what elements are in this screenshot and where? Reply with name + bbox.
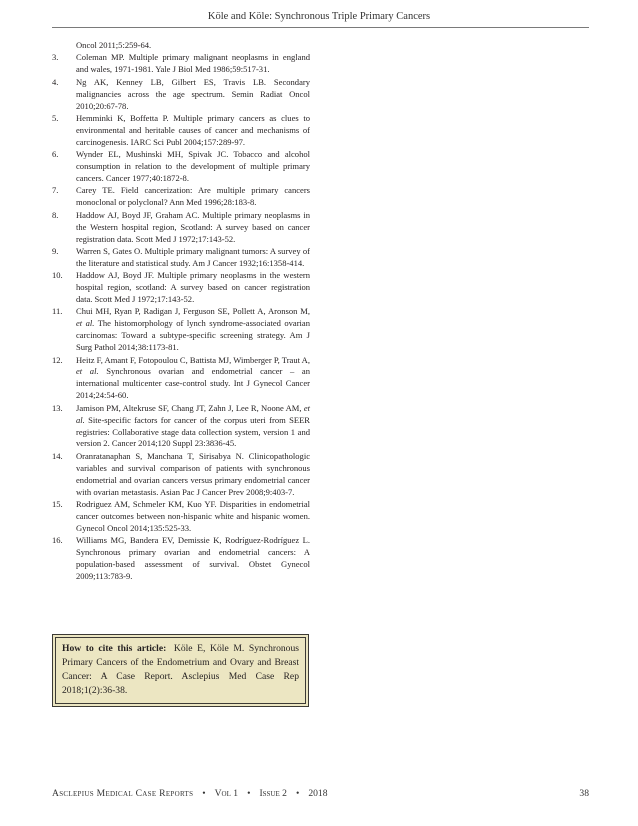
et-al-italic: et al.	[76, 366, 99, 377]
reference-text-part: Jamison PM, Altekruse SF, Chang JT, Zahn J, Lee R, Noone AM,	[76, 402, 304, 413]
reference-number: 11.	[52, 306, 63, 317]
reference-item	[52, 40, 310, 52]
footer-volume: Vol 1	[214, 788, 239, 799]
reference-text: Ng AK, Kenney LB, Gilbert ES, Travis LB. Secondary malignancies across the age spectrum. Semin Radiat Oncol 2010;20:67-78.	[76, 76, 310, 111]
footer-year: 2018	[308, 788, 328, 799]
reference-text: Haddow AJ, Boyd JF. Multiple primary neoplasms in the western hospital region, scotland: A survey based on cancer registration data. Scott Med J 1972;17:143-52.	[76, 270, 310, 305]
reference-text	[76, 403, 310, 451]
reference-item	[52, 270, 310, 306]
citation-label: How to cite this article:	[62, 643, 167, 654]
reference-text: Oncol 2011;5:259-64.	[76, 40, 152, 50]
reference-item	[52, 246, 310, 270]
citation-inner	[55, 637, 306, 704]
reference-text	[76, 355, 310, 403]
reference-text: Wynder EL, Mushinski MH, Spivak JC. Tobacco and alcohol consumption in relation to the development of multiple primary cancers. Cancer 1977;40:1872-8.	[76, 149, 310, 183]
reference-text: Coleman MP. Multiple primary malignant neoplasms in england and wales, 1971-1981. Yale J Biol Med 1986;59:517-31.	[76, 52, 310, 75]
reference-text-part: Chui MH, Ryan P, Radigan J, Ferguson SE, Pollett A, Aronson M,	[76, 306, 310, 317]
reference-number: 7.	[52, 185, 59, 196]
citation-text: Köle E, Köle M. Synchronous Primary Cancers of the Endometrium and Ovary and Breast Cancer: A Case Report. Asclepius Med Case Rep 2018;1(2):36-38.	[62, 643, 299, 696]
footer-separator: •	[202, 788, 206, 799]
reference-number: 9.	[52, 245, 59, 256]
reference-number: 15.	[52, 498, 63, 509]
reference-item	[52, 149, 310, 185]
reference-number: 6.	[52, 149, 59, 160]
reference-item	[52, 185, 310, 209]
reference-text-part: Site-specific factors for cancer of the corpus uteri from SEER registries: Collaborative stage data collection system, version 1 and version 2. Cancer 2014;120 Suppl 23:3836-45.	[76, 414, 310, 449]
header-rule	[52, 27, 589, 28]
page-footer	[52, 788, 589, 799]
reference-number: 5.	[52, 112, 59, 123]
reference-item	[52, 113, 310, 149]
reference-text: Rodriguez AM, Schmeler KM, Kuo YF. Disparities in endometrial cancer outcomes between non-hispanic white and hispanic women. Gynecol Oncol 2014;135:525-33.	[76, 498, 310, 533]
reference-number: 14.	[52, 450, 63, 461]
reference-item	[52, 210, 310, 246]
et-al-italic: et al.	[76, 318, 95, 329]
reference-item	[52, 355, 310, 403]
reference-text: Hemminki K, Boffetta P. Multiple primary cancers as clues to environmental and heritable causes of cancer and mechanisms of carcinogenesis. IARC Sci Publ 2004;157:289-97.	[76, 112, 310, 147]
footer-separator: •	[295, 788, 300, 799]
footer-issue: Issue 2	[259, 788, 287, 799]
citation-box	[52, 634, 309, 707]
reference-number: 8.	[52, 209, 59, 220]
reference-item	[52, 403, 310, 451]
reference-item	[52, 52, 310, 76]
reference-item	[52, 306, 310, 354]
reference-text: Haddow AJ, Boyd JF, Graham AC. Multiple primary neoplasms in the Western hospital region, Scotland: A survey based on cancer registration data. Scott Med J 1972;17:143-52.	[76, 209, 310, 244]
reference-text: Williams MG, Bandera EV, Demissie K, Rodríguez-Rodríguez L. Synchronous primary ovarian and endometrial cancers: A population-based assessment of survival. Obstet Gynecol 2009;113:783-9.	[76, 535, 310, 581]
et-al-italic: et al.	[76, 402, 310, 425]
reference-list	[52, 40, 310, 583]
reference-number: 4.	[52, 76, 59, 87]
reference-text: Warren S, Gates O. Multiple primary malignant tumors: A survey of the literature and statistical study. Am J Cancer 1932;16:1358-414.	[76, 245, 310, 268]
reference-text-part: The histomorphology of lynch syndrome-associated ovarian carcinomas: Toward a subtype-specific screening strategy. Am J Surg Pathol 2014;38:1173-81.	[76, 318, 310, 353]
reference-text-part: Synchronous ovarian and endometrial cancer – an international multicenter case-control study. Int J Gynecol Cancer 2014;24:54-60.	[76, 366, 310, 401]
reference-item	[52, 77, 310, 113]
reference-number: 13.	[52, 402, 63, 413]
reference-item	[52, 499, 310, 535]
reference-number: 12.	[52, 354, 63, 365]
reference-text: Oranratanaphan S, Manchana T, Sirisabya N. Clinicopathologic variables and survival comparison of patients with synchronous endometrial and ovarian cancers versus primary endometrial cancer with ovarian metastasis. Asian Pac J Cancer Prev 2008;9:403-7.	[76, 450, 310, 497]
footer-page-number: 38	[579, 788, 589, 799]
reference-number: 16.	[52, 535, 63, 546]
reference-text-part: Heitz F, Amant F, Fotopoulou C, Battista MJ, Wimberger P, Traut A,	[76, 354, 310, 365]
reference-item	[52, 451, 310, 499]
reference-number: 10.	[52, 270, 63, 281]
footer-separator: •	[247, 788, 251, 799]
reference-text: Carey TE. Field cancerization: Are multiple primary cancers monoclonal or polyclonal? Ann Med 1996;28:183-8.	[76, 185, 310, 208]
reference-item	[52, 535, 310, 583]
running-header-title: Köle and Köle: Synchronous Triple Primary Cancers	[207, 11, 431, 22]
footer-journal-name: Asclepius Medical Case Reports	[52, 788, 194, 799]
reference-number: 3.	[52, 52, 59, 63]
reference-text	[76, 306, 310, 354]
